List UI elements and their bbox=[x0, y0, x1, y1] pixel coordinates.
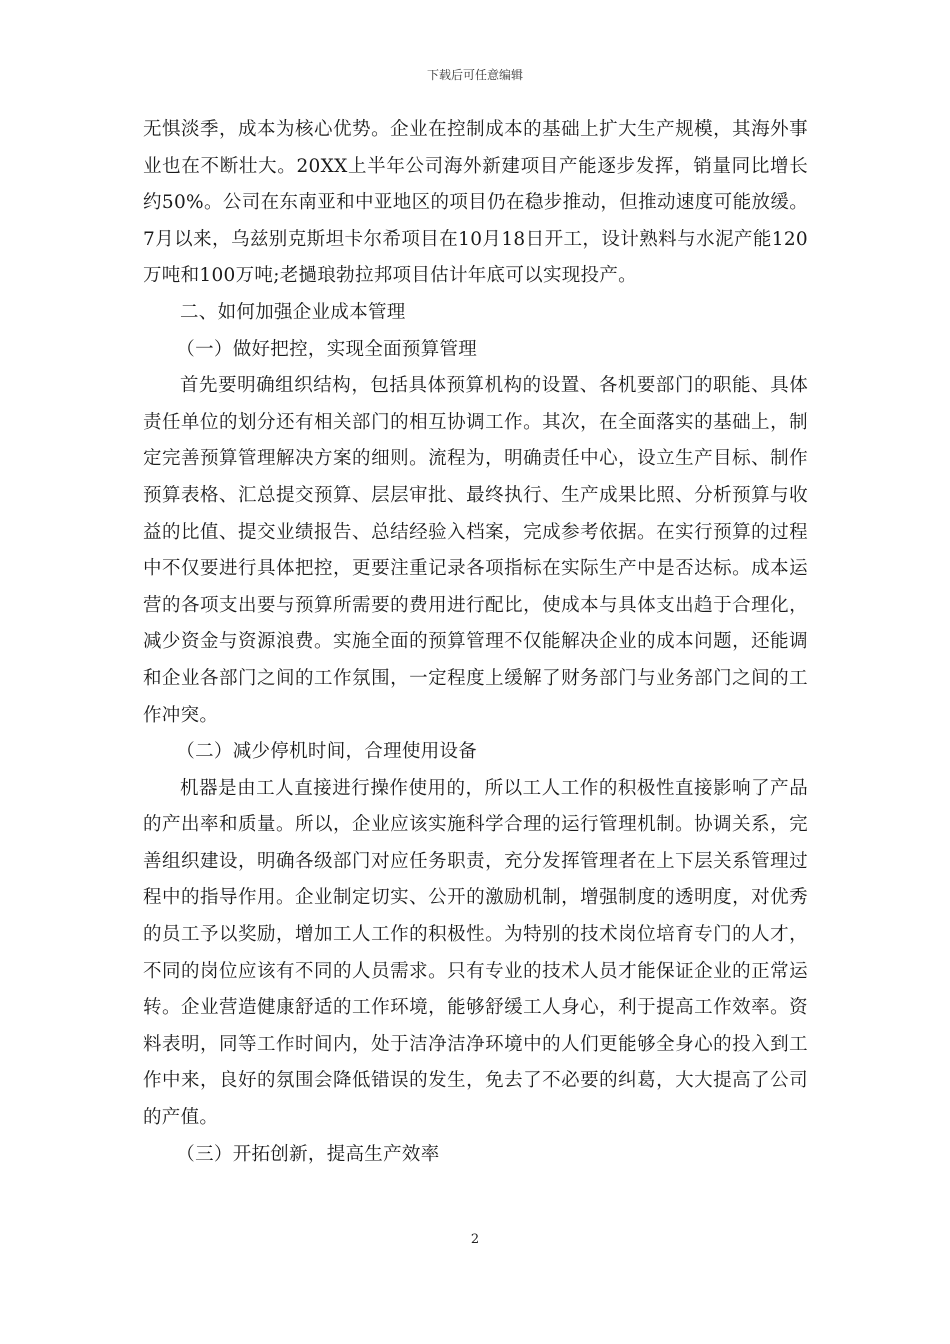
paragraph-budget-management: 首先要明确组织结构，包括具体预算机构的设置、各机要部门的职能、具体责任单位的划分还有相关部门的相互协调工作。其次，在全面落实的基础上，制定完善预算管理解决方案的细则。流程为，明确责任中心，设立生产目标、制作预算表格、汇总提交预算、层层审批、最终执行、生产成果比照、分析预算与收益的比值、提交业绩报告、总结经验入档案，完成参考依据。在实行预算的过程中不仅要进行具体把控，更要注重记录各项指标在实际生产中是否达标。成本运营的各项支出要与预算所需要的费用进行配比，使成本与具体支出趋于合理化，减少资金与资源浪费。实施全面的预算管理不仅能解决企业的成本问题，还能调和企业各部门之间的工作氛围，一定程度上缓解了财务部门与业务部门之间的工作冲突。 bbox=[143, 375, 808, 726]
subsection-heading-1: （一）做好把控，实现全面预算管理 bbox=[176, 338, 478, 360]
page-number: 2 bbox=[470, 1232, 480, 1247]
subsection-heading-3: （三）开拓创新，提高生产效率 bbox=[176, 1143, 440, 1165]
paragraph-equipment-usage: 机器是由工人直接进行操作使用的，所以工人工作的积极性直接影响了产品的产出率和质量。所以，企业应该实施科学合理的运行管理机制。协调关系，完善组织建设，明确各级部门对应任务职责，充分发挥管理者在上下层关系管理过程中的指导作用。企业制定切实、公开的激励机制，增强制度的透明度，对优秀的员工予以奖励，增加工人工作的积极性。为特别的技术岗位培育专门的人才，不同的岗位应该有不同的人员需求。只有专业的技术人员才能保证企业的正常运转。企业营造健康舒适的工作环境，能够舒缓工人身心，利于提高工作效率。资料表明，同等工作时间内，处于洁净洁净环境中的人们更能够全身心的投入到工作中来，良好的氛围会降低错误的发生，免去了不必要的纠葛，大大提高了公司的产值。 bbox=[143, 777, 808, 1129]
section-heading: 二、如何加强企业成本管理 bbox=[180, 301, 406, 323]
page-header: 下载后可任意编辑 bbox=[426, 68, 523, 82]
paragraph-continued: 无惧淡季，成本为核心优势。企业在控制成本的基础上扩大生产规模，其海外事业也在不断壮大。20XX上半年公司海外新建项目产能逐步发挥，销量同比增长约50%。公司在东南亚和中亚地区的项目仍在稳步推动，但推动速度可能放缓。7月以来，乌兹别克斯坦卡尔希项目在10月18日开工，设计熟料与水泥产能120万吨和100万吨;老撾琅勃拉邦项目估计年底可以实现投产。 bbox=[143, 119, 808, 287]
document-body bbox=[143, 112, 808, 1173]
subsection-heading-2: （二）减少停机时间，合理使用设备 bbox=[176, 741, 478, 763]
